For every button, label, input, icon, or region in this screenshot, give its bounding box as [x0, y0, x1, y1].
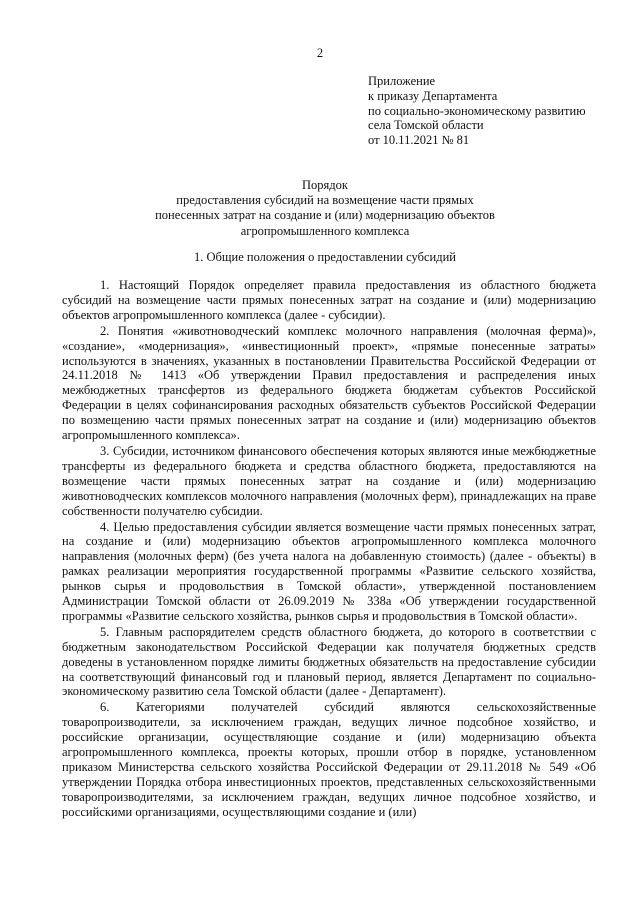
paragraph-5: 5. Главным распорядителем средств областного бюджета, до которого в соответствии с бюджетным законодательством Российской Федерации как получателя бюджетных средств доведены в установленном порядке лимиты бюджетных обязательств на предоставление субсидии на соответствующий финансовый год и плановый период, является Департамент по социально-экономическому развитию села Томской области (далее - Департамент). — [62, 624, 596, 699]
approval-line: села Томской области — [368, 118, 484, 133]
document-body — [62, 278, 596, 821]
approval-line: Приложение — [368, 74, 436, 88]
paragraph-3: 3. Субсидии, источником финансового обеспечения которых являются иные межбюджетные трансферты из федерального бюджета и средства областного бюджета, предоставляются на возмещение части прямых понесенных затрат на создание и (или) модернизацию животноводческих комплексов молочного направления (молочных ферм), принадлежащих на праве собственности получателю субсидии. — [62, 443, 596, 518]
section-heading: 1. Общие положения о предоставлении субсидий — [194, 250, 456, 264]
approval-line: по социально-экономическому развитию — [368, 103, 586, 118]
paragraph-2: 2. Понятия «животноводческий комплекс молочного направления (молочная ферма)», «создание», «модернизация», «инвестиционный проект», «прямые понесенные затраты» используются в значениях, указанных в постановлении Правительства Российской Федерации от 24.11.2018 № 1413 «Об утверждении Правил предоставления и распределения иных межбюджетных трансфертов из федерального бюджета бюджетам субъектов Российской Федерации в целях софинансирования расходных обязательств субъектов Российской Федерации по возмещению части прямых понесенных затрат на создание и (или) модернизацию объектов агропромышленного комплекса». — [62, 323, 596, 443]
title-line: Порядок — [302, 178, 348, 192]
title-line: понесенных затрат на создание и (или) модернизацию объектов — [155, 208, 495, 223]
title-line: предоставления субсидий на возмещение части прямых — [176, 193, 474, 208]
paragraph-1: 1. Настоящий Порядок определяет правила предоставления из областного бюджета субсидий на возмещение части прямых понесенных затрат на создание и (или) модернизацию объектов агропромышленного комплекса (далее - субсидии). — [62, 278, 596, 322]
document-title — [0, 178, 640, 239]
paragraph-4: 4. Целью предоставления субсидии является возмещение части прямых понесенных затрат, на создание и (или) модернизацию объектов агропромышленного комплекса молочного направления (молочных ферм) (без учета налога на добавленную стоимость) (далее - объекты) в рамках реализации мероприятия государственной программы «Развитие сельского хозяйства, рынков сырья и продовольствия в Томской области», утвержденной постановлением Администрации Томской области от 26.09.2019 № 338а «Об утверждении государственной программы «Развитие сельского хозяйства, рынков сырья и продовольствия в Томской области». — [62, 519, 596, 623]
approval-line: к приказу Департамента — [368, 88, 498, 103]
page-number: 2 — [316, 46, 324, 60]
title-line: агропромышленного комплекса — [240, 223, 410, 238]
approval-line: от 10.11.2021 № 81 — [368, 133, 470, 148]
approval-stamp — [368, 74, 586, 148]
paragraph-6: 6. Категориями получателей субсидий являются сельскохозяйственные товаропроизводители, за исключением граждан, ведущих личное подсобное хозяйство, и российские организации, осуществляющие создание и (или) модернизацию объекта агропромышленного комплекса, проекты которых, прошли отбор в порядке, установленном приказом Министерства сельского хозяйства Российской Федерации от 29.11.2018 № 549 «Об утверждении Порядка отбора инвестиционных проектов, представленных сельскохозяйственными товаропроизводителями, за исключением граждан, ведущих личное подсобное хозяйство, и российскими организациями, осуществляющими создание и (или) — [62, 700, 596, 819]
